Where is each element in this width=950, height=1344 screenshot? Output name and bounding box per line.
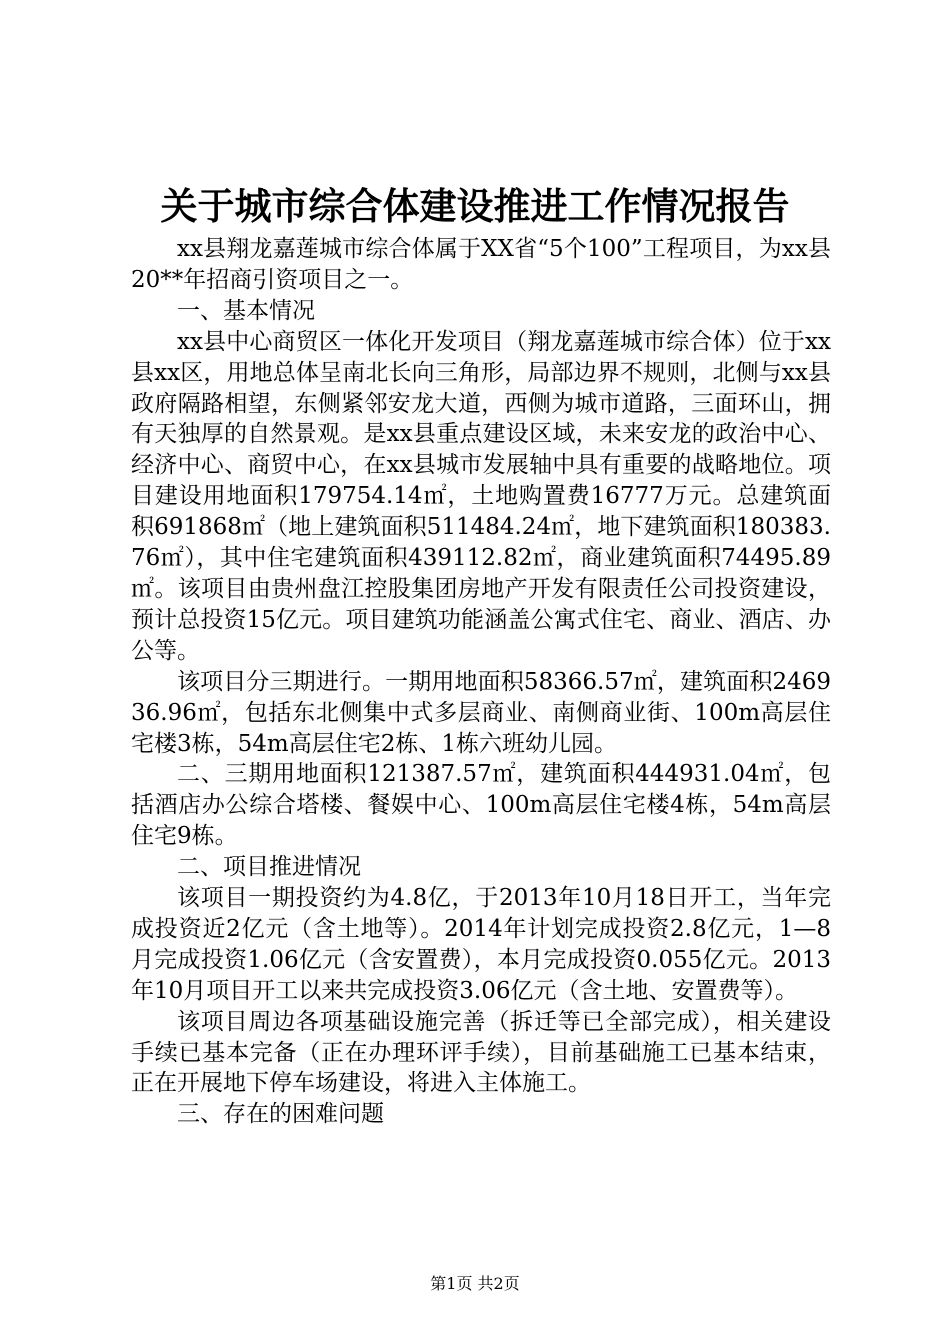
page-footer: 第1页 共2页: [430, 1274, 520, 1293]
paragraph-phase-one: 该项目分三期进行。一期用地面积58366.57㎡，建筑面积246936.96㎡，包括东北侧集中式多层商业、南侧商业街、100m高层住宅楼3栋，54m高层住宅2栋、1栋六班幼儿园。: [131, 668, 831, 757]
heading-progress: 二、项目推进情况: [177, 854, 361, 881]
document-body: [131, 234, 831, 1130]
paragraph-investment: 该项目一期投资约为4.8亿，于2013年10月18日开工，当年完成投资近2亿元（含土地等）。2014年计划完成投资2.8亿元，1—8月完成投资1.06亿元（含安置费），本月完成投资0.055亿元。2013年10月项目开工以来共完成投资3.06亿元（含土地、安置费等）。: [131, 885, 831, 1004]
document-title: 关于城市综合体建设推进工作情况报告: [160, 184, 790, 228]
paragraph-infrastructure: 该项目周边各项基础设施完善（拆迁等已全部完成），相关建设手续已基本完备（正在办理环评手续），目前基础施工已基本结束，正在开展地下停车场建设，将进入主体施工。: [131, 1008, 831, 1097]
paragraph-intro: xx县翔龙嘉莲城市综合体属于XX省“5个100”工程项目，为xx县20**年招商引资项目之一。: [131, 236, 831, 293]
paragraph-phase-two-three: 二、三期用地面积121387.57㎡，建筑面积444931.04㎡，包括酒店办公综合塔楼、餐娱中心、100m高层住宅楼4栋，54m高层住宅9栋。: [131, 761, 831, 850]
heading-basic-situation: 一、基本情况: [177, 297, 315, 324]
heading-difficulties: 三、存在的困难问题: [177, 1101, 384, 1128]
paragraph-project-overview: xx县中心商贸区一体化开发项目（翔龙嘉莲城市综合体）位于xx县xx区，用地总体呈南北长向三角形，局部边界不规则，北侧与xx县政府隔路相望，东侧紧邻安龙大道，西侧为城市道路，三面环山，拥有天独厚的自然景观。是xx县重点建设区域，未来安龙的政治中心、经济中心、商贸中心，在xx县城市发展轴中具有重要的战略地位。项目建设用地面积179754.14㎡，土地购置费16777万元。总建筑面积691868㎡（地上建筑面积511484.24㎡，地下建筑面积180383.76㎡），其中住宅建筑面积439112.82㎡，商业建筑面积74495.89㎡。该项目由贵州盘江控股集团房地产开发有限责任公司投资建设，预计总投资15亿元。项目建筑功能涵盖公寓式住宅、商业、酒店、办公等。: [131, 328, 831, 664]
